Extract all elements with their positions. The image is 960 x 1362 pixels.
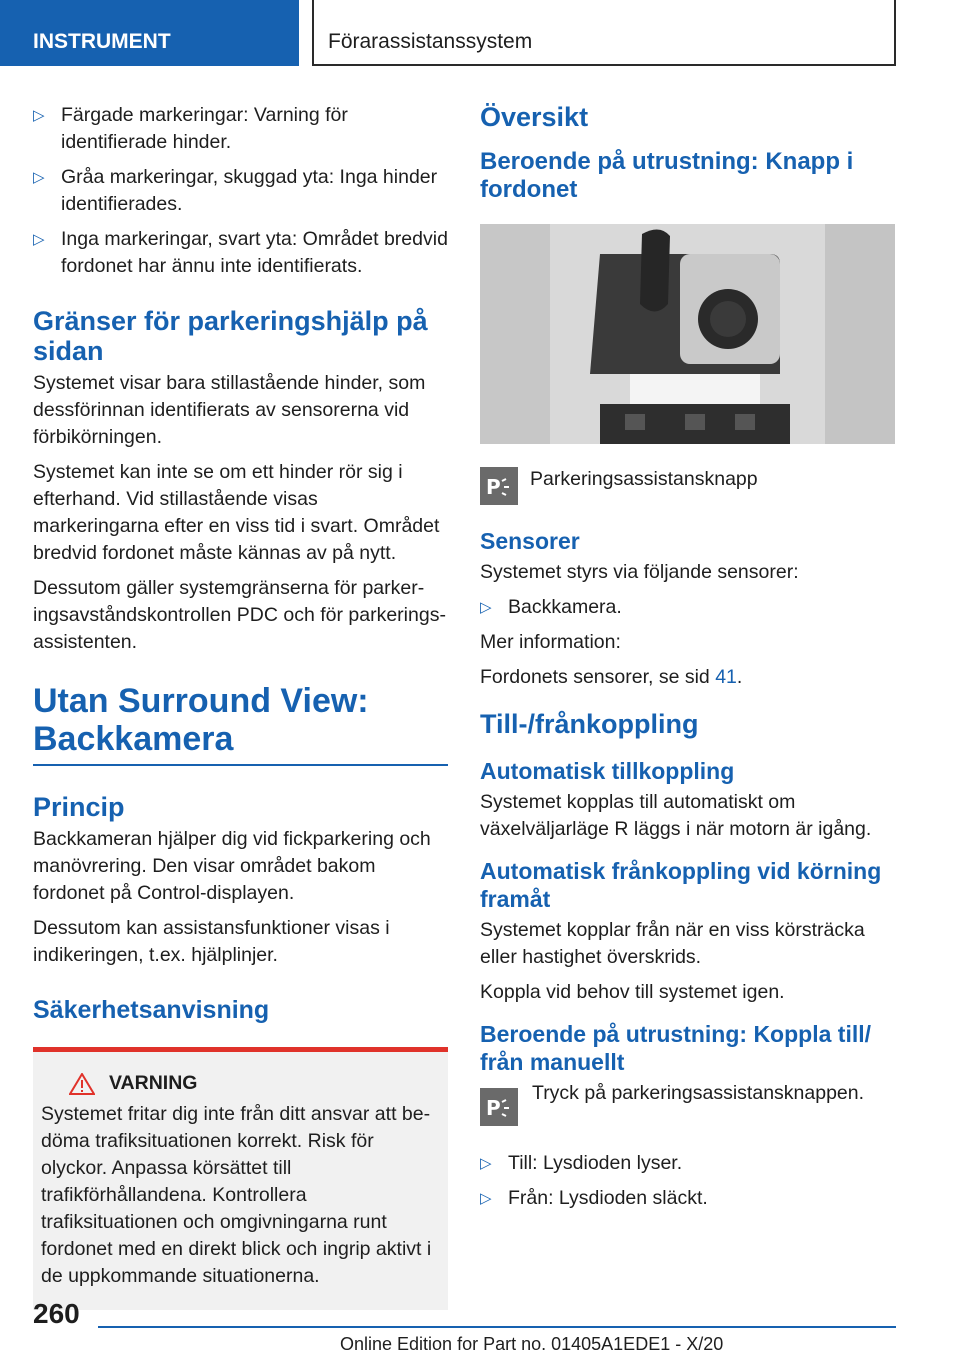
warning-label: VARNING xyxy=(109,1072,198,1094)
page-header xyxy=(0,0,960,66)
button-heading: Beroende på utrustning: Knapp i fordonet xyxy=(480,148,854,203)
figure-caption xyxy=(480,467,895,513)
list-item: ▷ Inga markeringar, svart yta: Området bredvid fordonet har ännu inte identifierats. xyxy=(33,226,448,280)
more-info: Mer information: xyxy=(480,631,621,653)
list-item: ▷ Backkamera. xyxy=(480,594,895,621)
sensor-reference xyxy=(480,664,895,691)
warning-title xyxy=(69,1070,440,1097)
auto-on-heading: Automatisk tillkoppling xyxy=(480,758,735,784)
reference-end: . xyxy=(736,666,743,688)
center-console-photo xyxy=(480,224,895,444)
sensors-heading: Sensorer xyxy=(480,528,580,554)
principle-heading: Princip xyxy=(33,792,125,822)
list-item: ▷ Från: Lysdioden släckt. xyxy=(480,1185,895,1212)
switch-heading: Till-/frånkoppling xyxy=(480,709,699,739)
principle-paragraph-1: Backkameran hjälper dig vid fickparkering och manövrering. Den visar området bakom fordonet på Control-displayen. xyxy=(33,828,431,904)
main-heading: Utan Surround View: Backkamera xyxy=(33,682,448,766)
limits-heading: Gränser för parkeringshjälp på sidan xyxy=(33,306,428,366)
caption-text: Parkeringsassistansknapp xyxy=(530,468,758,490)
left-column xyxy=(33,102,448,1310)
right-column xyxy=(480,102,895,1220)
auto-off-paragraph-2: Koppla vid behov till systemet igen. xyxy=(480,981,785,1003)
manual-text: Tryck på parkeringsassistansknappen. xyxy=(532,1082,865,1104)
svg-text:P: P xyxy=(486,475,501,499)
page-link[interactable]: 41 xyxy=(715,666,737,688)
edition-footer: Online Edition for Part no. 01405A1EDE1 - X/20 xyxy=(340,1334,724,1354)
sensors-list xyxy=(480,594,895,621)
warning-text: Systemet fritar dig inte från ditt ansvar att bedöma trafiksituationen korrekt. Risk för olyckor. Anpassa körsättet till trafikförhållandena. Kontrollera trafiksituationen och omgivningarna runt fordonet med en direkt blick och ingrip aktivt i de uppkommande situationerna. xyxy=(41,1103,432,1287)
sensors-paragraph: Systemet styrs via följande sensorer: xyxy=(480,561,799,583)
manual-heading: Beroende på utrustning: Koppla till/ från manuellt xyxy=(480,1021,871,1075)
auto-off-paragraph-1: Systemet kopplar från när en viss körsträcka eller hastighet överskrids. xyxy=(480,919,865,968)
auto-off-heading: Automatisk frånkoppling vid körning framåt xyxy=(480,858,882,912)
section-tab: INSTRUMENT xyxy=(0,0,299,66)
limits-paragraph-1: Systemet visar bara stillastående hinder, som dessförinnan identifierats av sensorerna vid förbikörningen. xyxy=(33,372,426,448)
list-item: ▷ Färgade markeringar: Varning för identifierade hinder. xyxy=(33,102,448,156)
chapter-title: Förarassistanssystem xyxy=(312,0,896,66)
parking-assistant-button-icon xyxy=(480,467,518,505)
manual-list xyxy=(480,1150,895,1212)
limits-paragraph-2: Systemet kan inte se om ett hinder rör sig i efterhand. Vid stillastående visas markeringarna efter en viss tid i svart. Området bredvid fordonet måste kännas av på nytt. xyxy=(33,461,440,564)
marking-list xyxy=(33,102,448,280)
limits-paragraph-3: Dessutom gäller systemgränserna för parkeringsavståndskontrollen PDC och för parkeringsassistenten. xyxy=(33,577,446,653)
warning-box xyxy=(33,1047,448,1310)
reference-text: Fordonets sensorer, se sid xyxy=(480,666,716,688)
page-number: 260 xyxy=(33,1298,80,1329)
parking-assistant-button-icon xyxy=(480,1088,518,1126)
warning-triangle-icon xyxy=(69,1073,95,1095)
overview-heading: Översikt xyxy=(480,102,589,132)
list-item: ▷ Till: Lysdioden lyser. xyxy=(480,1150,895,1177)
list-item: ▷ Gråa markeringar, skuggad yta: Inga hinder identifierades. xyxy=(33,164,448,218)
auto-on-paragraph: Systemet kopplas till automatiskt om växelväljarläge R läggs i när motorn är igång. xyxy=(480,791,872,840)
svg-text:P: P xyxy=(486,1096,501,1120)
footer-divider xyxy=(98,1326,896,1328)
safety-heading: Säkerhetsanvisning xyxy=(33,996,270,1024)
manual-instruction xyxy=(480,1080,895,1140)
principle-paragraph-2: Dessutom kan assistansfunktioner visas i indikeringen, t.ex. hjälplinjer. xyxy=(33,917,390,966)
